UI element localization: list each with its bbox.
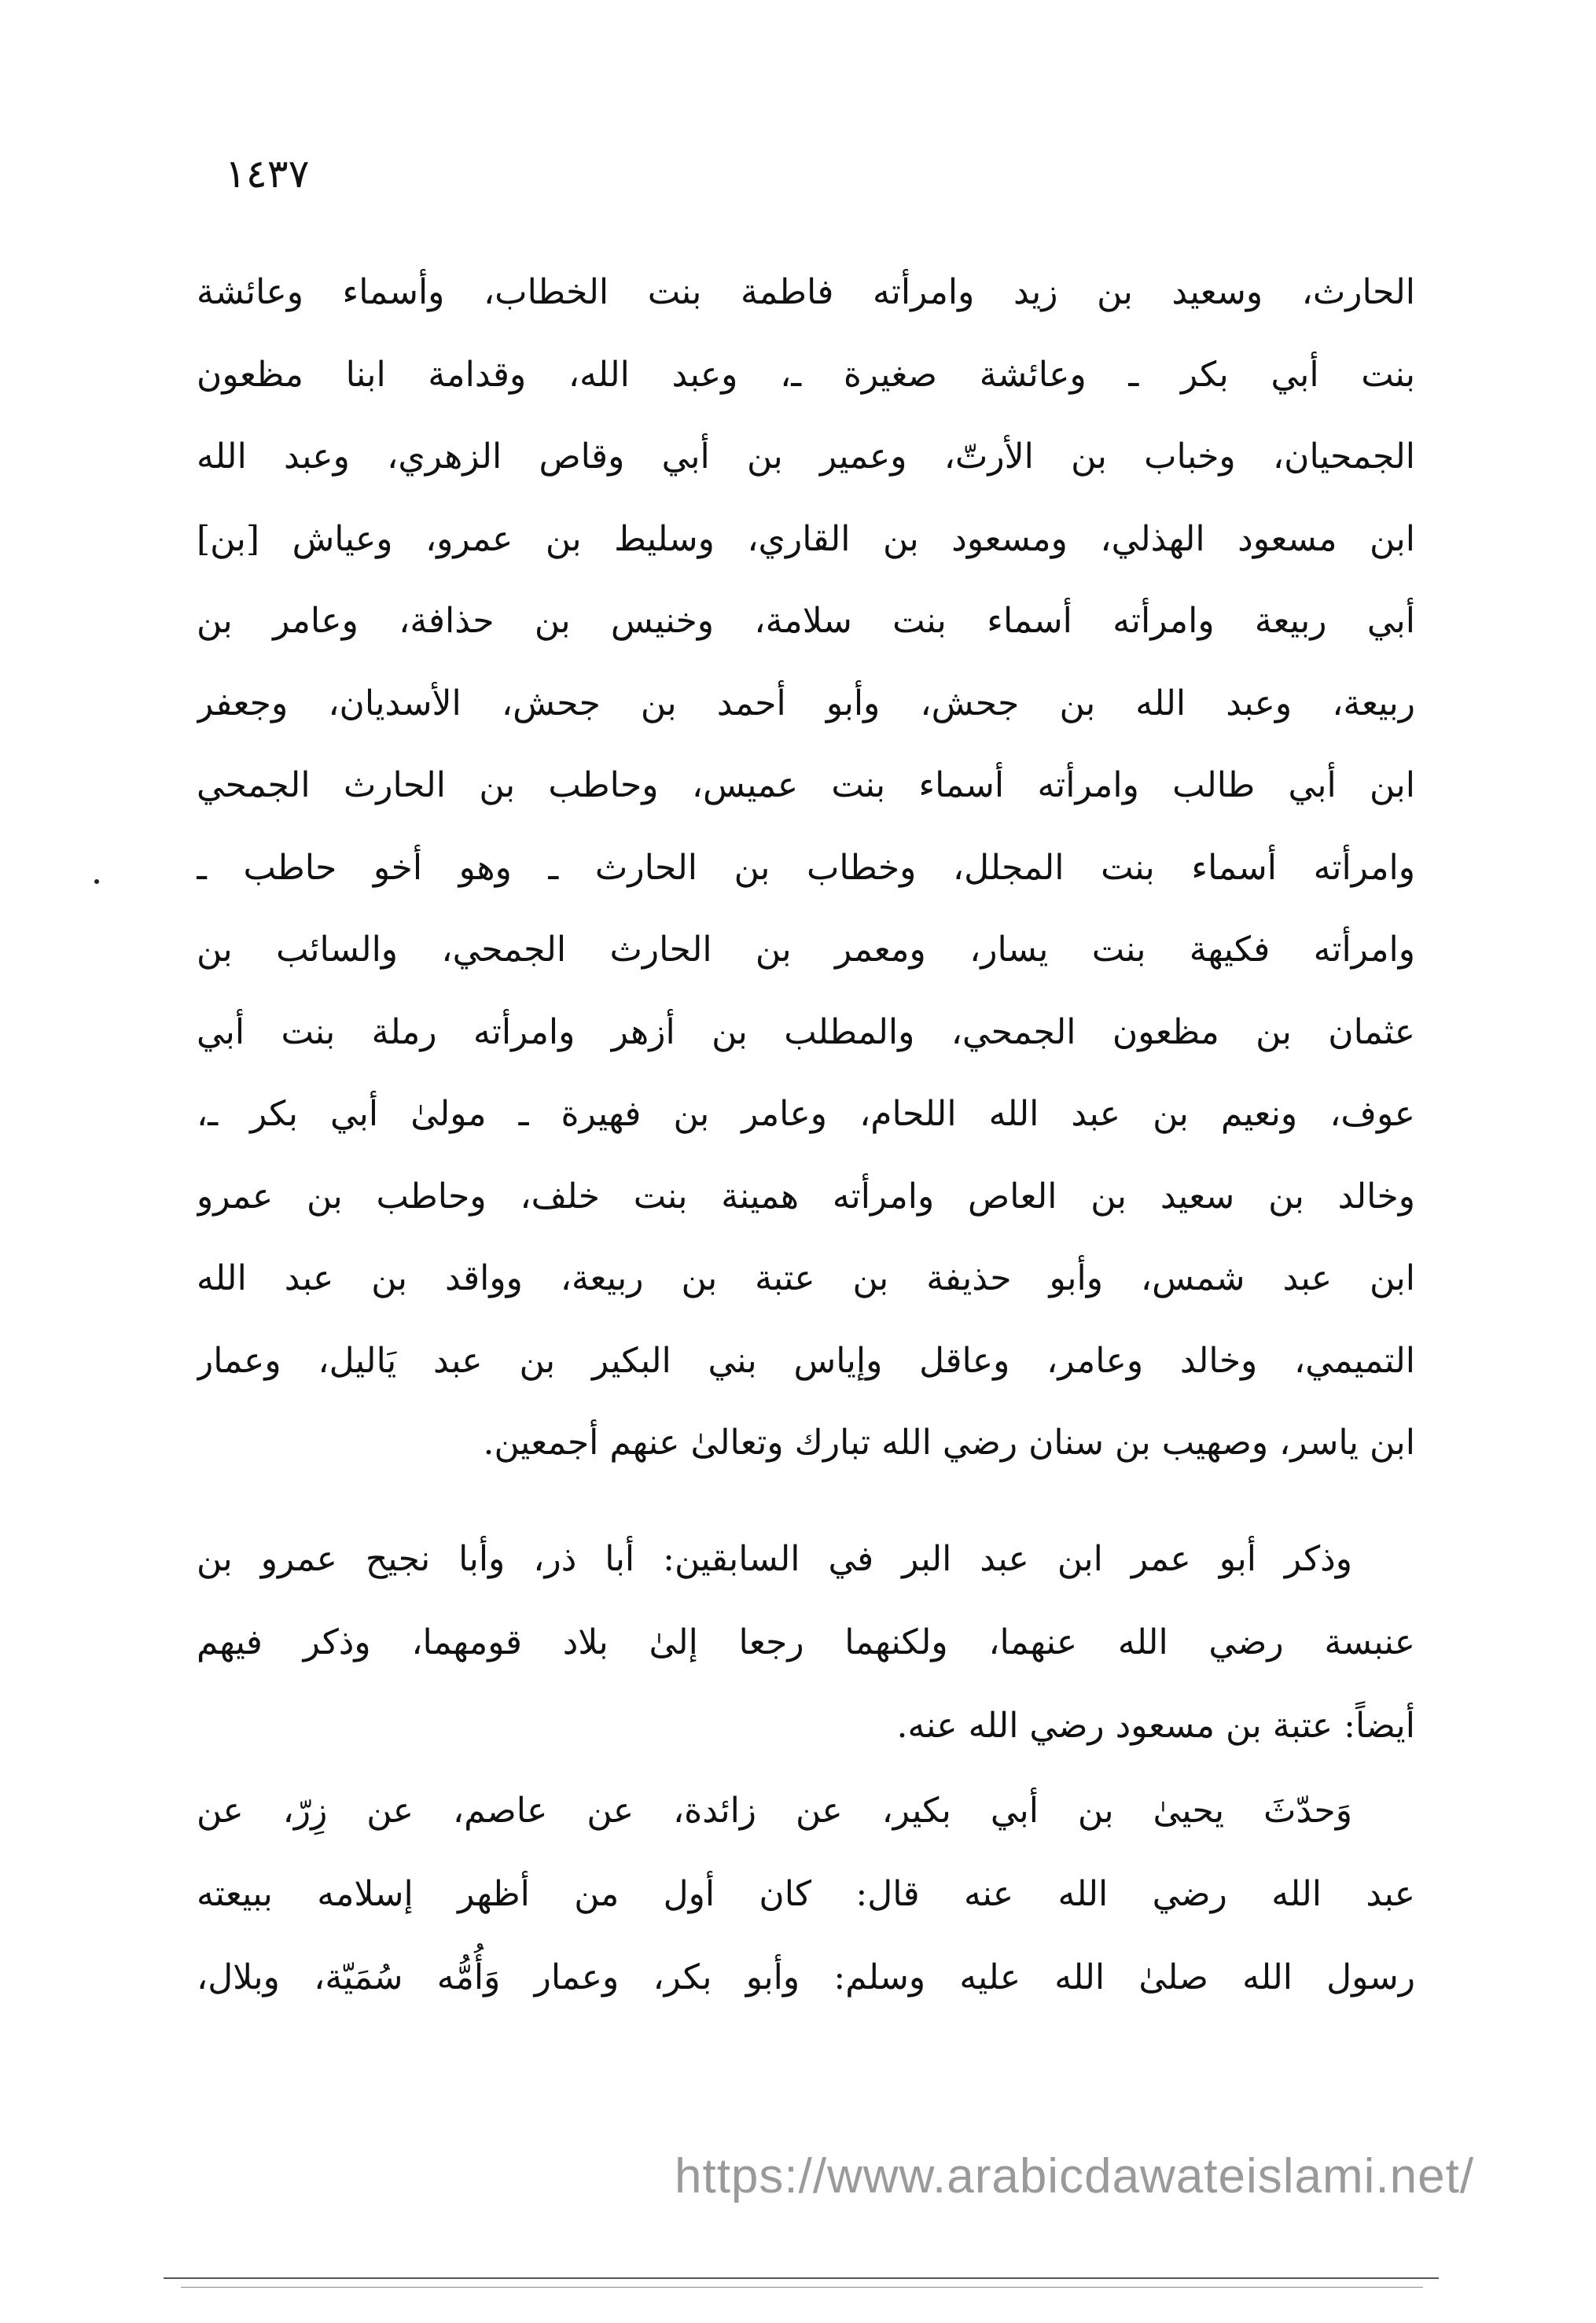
- text-line: عوف، ونعيم بن عبد الله اللحام، وعامر بن فهيرة ـ مولىٰ أبي بكر ـ،: [197, 1094, 1415, 1134]
- text-line: الحارث، وسعيد بن زيد وامرأته فاطمة بنت الخطاب، وأسماء وعائشة: [197, 272, 1415, 312]
- text-line: ابن عبد شمس، وأبو حذيفة بن عتبة بن ربيعة، وواقد بن عبد الله: [197, 1258, 1415, 1298]
- text-line: رسول الله صلىٰ الله عليه وسلم: وأبو بكر، وعمار وَأُمُّه سُمَيّة، وبلال،: [197, 1957, 1415, 1997]
- text-line: ربيعة، وعبد الله بن جحش، وأبو أحمد بن جحش، الأسديان، وجعفر: [197, 683, 1415, 723]
- paragraph-1: [197, 252, 1415, 1485]
- paragraph-3: [197, 1769, 1415, 2019]
- paragraph-2: [197, 1518, 1415, 1768]
- text-line: وامرأته فكيهة بنت يسار، ومعمر بن الحارث الجمحي، والسائب بن: [197, 930, 1415, 970]
- scan-speck: [94, 879, 99, 884]
- text-line: الجمحيان، وخباب بن الأرتّ، وعمير بن أبي وقاص الزهري، وعبد الله: [197, 436, 1415, 477]
- text-line: عنبسة رضي الله عنهما، ولكنهما رجعا إلىٰ بلاد قومهما، وذكر فيهم: [197, 1622, 1415, 1662]
- page-number: ١٤٣٧: [225, 151, 310, 197]
- text-line: عبد الله رضي الله عنه قال: كان أول من أظهر إسلامه ببيعته: [197, 1874, 1415, 1914]
- text-line: وامرأته أسماء بنت المجلل، وخطاب بن الحارث ـ وهو أخو حاطب ـ: [197, 847, 1415, 888]
- text-line: وذكر أبو عمر ابن عبد البر في السابقين: أبا ذر، وأبا نجيح عمرو بن: [197, 1539, 1352, 1579]
- footer-rule: [164, 2277, 1439, 2279]
- text-line: وخالد بن سعيد بن العاص وامرأته همينة بنت خلف، وحاطب بن عمرو: [197, 1176, 1415, 1217]
- footer-rule-secondary: [181, 2287, 1423, 2288]
- text-line: بنت أبي بكر ـ وعائشة صغيرة ـ، وعبد الله، وقدامة ابنا مظعون: [197, 354, 1415, 395]
- text-line: ابن مسعود الهذلي، ومسعود بن القاري، وسليط بن عمرو، وعياش [بن]: [197, 518, 1415, 559]
- text-line: أيضاً: عتبة بن مسعود رضي الله عنه.: [896, 1706, 1415, 1746]
- text-line: ابن أبي طالب وامرأته أسماء بنت عميس، وحاطب بن الحارث الجمحي: [197, 765, 1415, 805]
- watermark-url: https://www.arabicdawateislami.net/: [675, 2149, 1475, 2203]
- text-line: ابن ياسر، وصهيب بن سنان رضي الله تبارك وتعالىٰ عنهم أجمعين.: [483, 1423, 1415, 1463]
- text-line: وَحدّثَ يحيىٰ بن أبي بكير، عن زائدة، عن عاصم، عن زِرّ، عن: [197, 1791, 1352, 1831]
- text-line: عثمان بن مظعون الجمحي، والمطلب بن أزهر وامرأته رملة بنت أبي: [197, 1011, 1415, 1052]
- text-line: التميمي، وخالد وعامر، وعاقل وإياس بني البكير بن عبد يَاليل، وعمار: [197, 1340, 1415, 1381]
- text-line: أبي ربيعة وامرأته أسماء بنت سلامة، وخنيس بن حذافة، وعامر بن: [197, 601, 1415, 641]
